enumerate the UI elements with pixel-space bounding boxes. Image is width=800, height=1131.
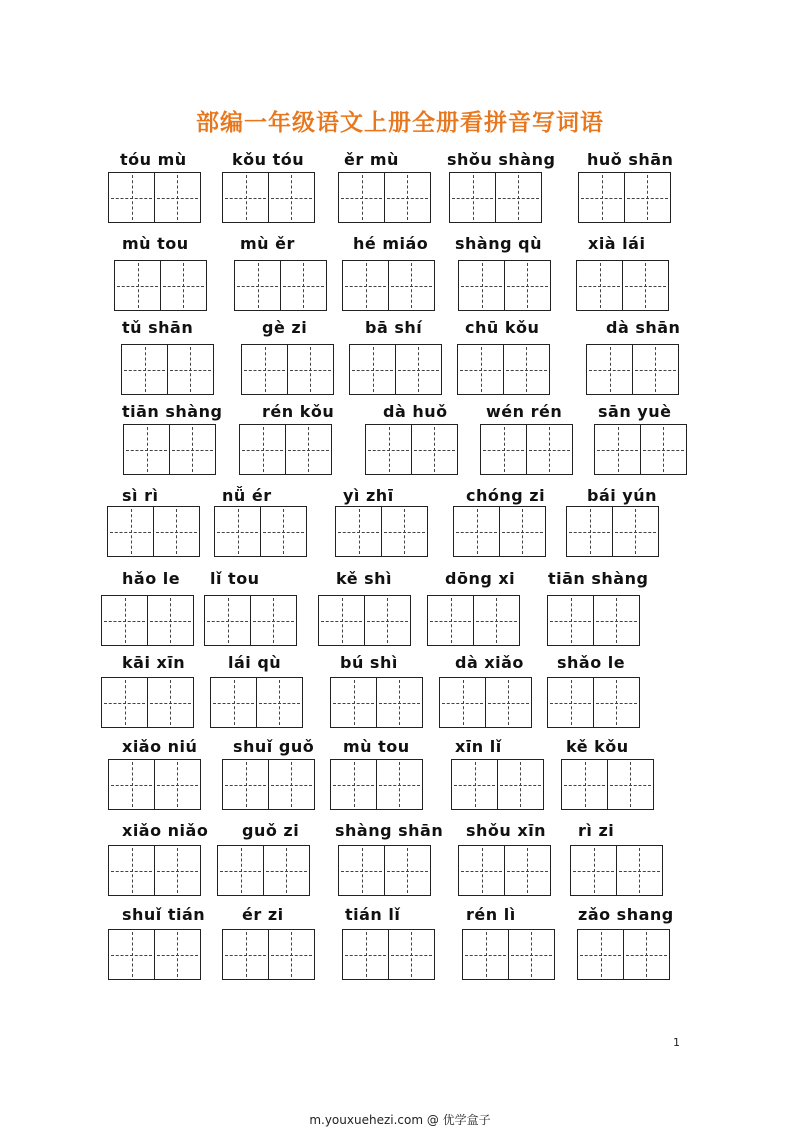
tianzige-box[interactable] [154, 845, 201, 896]
tianzige-box[interactable] [222, 759, 269, 810]
tianzige-box[interactable] [154, 172, 201, 223]
pinyin-label: shǒu xīn [466, 821, 547, 840]
tianzige-box[interactable] [504, 260, 551, 311]
writing-boxes [222, 759, 315, 810]
tianzige-box[interactable] [508, 929, 555, 980]
tianzige-box[interactable] [462, 929, 509, 980]
tianzige-box[interactable] [577, 929, 624, 980]
writing-boxes [214, 506, 307, 557]
pinyin-label: mù tou [122, 234, 189, 253]
pinyin-label: kǒu tóu [232, 150, 305, 169]
writing-boxes [239, 424, 332, 475]
tianzige-box[interactable] [108, 759, 155, 810]
writing-boxes [576, 260, 669, 311]
tianzige-box[interactable] [222, 929, 269, 980]
pinyin-label: mù tou [343, 737, 410, 756]
tianzige-box[interactable] [154, 759, 201, 810]
tianzige-box[interactable] [480, 424, 527, 475]
pinyin-label: shàng qù [455, 234, 542, 253]
tianzige-box[interactable] [250, 595, 297, 646]
tianzige-box[interactable] [547, 677, 594, 728]
tianzige-box[interactable] [640, 424, 687, 475]
writing-boxes [577, 929, 670, 980]
tianzige-box[interactable] [570, 845, 617, 896]
tianzige-box[interactable] [169, 424, 216, 475]
tianzige-box[interactable] [384, 845, 431, 896]
tianzige-box[interactable] [280, 260, 327, 311]
tianzige-box[interactable] [263, 845, 310, 896]
tianzige-box[interactable] [108, 172, 155, 223]
writing-boxes [108, 845, 201, 896]
tianzige-box[interactable] [458, 260, 505, 311]
writing-boxes [594, 424, 687, 475]
tianzige-box[interactable] [503, 344, 550, 395]
tianzige-box[interactable] [256, 677, 303, 728]
tianzige-box[interactable] [153, 506, 200, 557]
tianzige-box[interactable] [214, 506, 261, 557]
writing-boxes [108, 929, 201, 980]
tianzige-box[interactable] [154, 929, 201, 980]
tianzige-box[interactable] [449, 172, 496, 223]
tianzige-box[interactable] [204, 595, 251, 646]
tianzige-box[interactable] [499, 506, 546, 557]
tianzige-box[interactable] [210, 677, 257, 728]
tianzige-box[interactable] [108, 929, 155, 980]
tianzige-box[interactable] [388, 929, 435, 980]
tianzige-box[interactable] [107, 506, 154, 557]
tianzige-box[interactable] [439, 677, 486, 728]
pinyin-label: rì zi [578, 821, 615, 840]
pinyin-label: bā shí [365, 318, 423, 337]
pinyin-label: guǒ zi [242, 821, 300, 840]
writing-boxes [121, 344, 214, 395]
pinyin-label: kě kǒu [566, 737, 629, 756]
writing-boxes [449, 172, 542, 223]
tianzige-box[interactable] [457, 344, 504, 395]
pinyin-label: ěr mù [344, 150, 399, 169]
footer-watermark: m.youxuehezi.com @ 优学盒子 [309, 1113, 491, 1127]
tianzige-box[interactable] [268, 929, 315, 980]
pinyin-label: shàng shān [335, 821, 444, 840]
tianzige-box[interactable] [384, 172, 431, 223]
writing-boxes [234, 260, 327, 311]
pinyin-label: chóng zi [466, 486, 546, 505]
tianzige-box[interactable] [623, 929, 670, 980]
writing-boxes [427, 595, 520, 646]
tianzige-box[interactable] [594, 424, 641, 475]
tianzige-box[interactable] [411, 424, 458, 475]
pinyin-label: xiǎo niǎo [122, 821, 209, 840]
writing-boxes [114, 260, 207, 311]
tianzige-box[interactable] [101, 595, 148, 646]
tianzige-box[interactable] [576, 260, 623, 311]
tianzige-box[interactable] [338, 845, 385, 896]
writing-boxes [335, 506, 428, 557]
pinyin-label: nǚ ér [222, 486, 272, 505]
writing-boxes [330, 759, 423, 810]
tianzige-box[interactable] [121, 344, 168, 395]
tianzige-box[interactable] [123, 424, 170, 475]
pinyin-label: shǒu shàng [447, 150, 556, 169]
pinyin-label: wén rén [486, 402, 563, 421]
tianzige-box[interactable] [593, 677, 640, 728]
pinyin-label: sì rì [122, 486, 159, 505]
writing-boxes [453, 506, 546, 557]
writing-boxes [222, 172, 315, 223]
tianzige-box[interactable] [376, 677, 423, 728]
writing-boxes [570, 845, 663, 896]
writing-boxes [217, 845, 310, 896]
pinyin-label: hǎo le [122, 569, 181, 588]
writing-boxes [338, 845, 431, 896]
tianzige-box[interactable] [451, 759, 498, 810]
writing-boxes [210, 677, 303, 728]
tianzige-box[interactable] [330, 759, 377, 810]
pinyin-label: lái qù [228, 653, 282, 672]
writing-boxes [222, 929, 315, 980]
tianzige-box[interactable] [330, 677, 377, 728]
writing-boxes [318, 595, 411, 646]
tianzige-box[interactable] [458, 845, 505, 896]
tianzige-box[interactable] [504, 845, 551, 896]
tianzige-box[interactable] [147, 677, 194, 728]
pinyin-label: sān yuè [598, 402, 672, 421]
pinyin-label: tǔ shān [122, 318, 194, 337]
tianzige-box[interactable] [147, 595, 194, 646]
tianzige-box[interactable] [239, 424, 286, 475]
pinyin-label: dà shān [606, 318, 681, 337]
pinyin-label: ér zi [242, 905, 284, 924]
writing-boxes [566, 506, 659, 557]
writing-boxes [108, 759, 201, 810]
tianzige-box[interactable] [241, 344, 288, 395]
writing-boxes [586, 344, 679, 395]
pinyin-label: xīn lǐ [455, 737, 502, 756]
pinyin-label: bú shì [340, 653, 398, 672]
tianzige-box[interactable] [268, 172, 315, 223]
pinyin-label: kāi xīn [122, 653, 186, 672]
writing-boxes [547, 595, 640, 646]
tianzige-box[interactable] [268, 759, 315, 810]
tianzige-box[interactable] [622, 260, 669, 311]
tianzige-box[interactable] [612, 506, 659, 557]
tianzige-box[interactable] [342, 260, 389, 311]
pinyin-label: dà huǒ [383, 402, 448, 421]
writing-boxes [439, 677, 532, 728]
writing-boxes [561, 759, 654, 810]
pinyin-label: xiǎo niú [122, 737, 198, 756]
pinyin-label: mù ěr [240, 234, 295, 253]
writing-boxes [451, 759, 544, 810]
writing-boxes [342, 929, 435, 980]
pinyin-label: dà xiǎo [455, 653, 524, 672]
writing-boxes [462, 929, 555, 980]
tianzige-box[interactable] [485, 677, 532, 728]
tianzige-box[interactable] [427, 595, 474, 646]
page-title: 部编一年级语文上册全册看拼音写词语 [196, 110, 604, 136]
tianzige-box[interactable] [497, 759, 544, 810]
tianzige-box[interactable] [285, 424, 332, 475]
pinyin-label: kě shì [336, 569, 393, 588]
tianzige-box[interactable] [395, 344, 442, 395]
pinyin-label: rén lì [466, 905, 516, 924]
writing-boxes [204, 595, 297, 646]
writing-boxes [342, 260, 435, 311]
tianzige-box[interactable] [222, 172, 269, 223]
pinyin-label: chū kǒu [465, 318, 540, 337]
tianzige-box[interactable] [114, 260, 161, 311]
tianzige-box[interactable] [364, 595, 411, 646]
pinyin-label: tiān shàng [122, 402, 223, 421]
tianzige-box[interactable] [287, 344, 334, 395]
pinyin-label: gè zi [262, 318, 308, 337]
pinyin-label: zǎo shang [578, 905, 674, 924]
writing-boxes [101, 677, 194, 728]
writing-boxes [123, 424, 216, 475]
tianzige-box[interactable] [632, 344, 679, 395]
tianzige-box[interactable] [335, 506, 382, 557]
tianzige-box[interactable] [260, 506, 307, 557]
writing-boxes [108, 172, 201, 223]
tianzige-box[interactable] [616, 845, 663, 896]
writing-boxes [457, 344, 550, 395]
tianzige-box[interactable] [561, 759, 608, 810]
writing-boxes [458, 845, 551, 896]
pinyin-label: yì zhī [343, 486, 394, 505]
tianzige-box[interactable] [167, 344, 214, 395]
writing-boxes [330, 677, 423, 728]
writing-boxes [480, 424, 573, 475]
pinyin-label: shuǐ tián [122, 905, 206, 924]
pinyin-label: hé miáo [353, 234, 429, 253]
tianzige-box[interactable] [578, 172, 625, 223]
tianzige-box[interactable] [318, 595, 365, 646]
pinyin-label: bái yún [587, 486, 658, 505]
tianzige-box[interactable] [217, 845, 264, 896]
pinyin-label: rén kǒu [262, 402, 335, 421]
writing-boxes [458, 260, 551, 311]
page-number: 1 [673, 1036, 680, 1049]
tianzige-box[interactable] [586, 344, 633, 395]
pinyin-label: tiān shàng [548, 569, 649, 588]
tianzige-box[interactable] [624, 172, 671, 223]
tianzige-box[interactable] [160, 260, 207, 311]
tianzige-box[interactable] [342, 929, 389, 980]
writing-boxes [338, 172, 431, 223]
tianzige-box[interactable] [234, 260, 281, 311]
tianzige-box[interactable] [388, 260, 435, 311]
tianzige-box[interactable] [376, 759, 423, 810]
writing-boxes [365, 424, 458, 475]
tianzige-box[interactable] [593, 595, 640, 646]
writing-boxes [107, 506, 200, 557]
writing-boxes [101, 595, 194, 646]
pinyin-label: tóu mù [120, 150, 187, 169]
tianzige-box[interactable] [338, 172, 385, 223]
writing-boxes [547, 677, 640, 728]
tianzige-box[interactable] [526, 424, 573, 475]
pinyin-label: lǐ tou [210, 569, 260, 588]
pinyin-label: shuǐ guǒ [233, 737, 315, 756]
tianzige-box[interactable] [495, 172, 542, 223]
pinyin-label: huǒ shān [587, 150, 674, 169]
tianzige-box[interactable] [108, 845, 155, 896]
tianzige-box[interactable] [607, 759, 654, 810]
tianzige-box[interactable] [365, 424, 412, 475]
tianzige-box[interactable] [453, 506, 500, 557]
pinyin-label: dōng xi [445, 569, 516, 588]
writing-boxes [241, 344, 334, 395]
writing-boxes [578, 172, 671, 223]
tianzige-box[interactable] [101, 677, 148, 728]
tianzige-box[interactable] [566, 506, 613, 557]
tianzige-box[interactable] [473, 595, 520, 646]
pinyin-label: shǎo le [557, 653, 626, 672]
writing-boxes [349, 344, 442, 395]
tianzige-box[interactable] [381, 506, 428, 557]
pinyin-label: xià lái [588, 234, 646, 253]
tianzige-box[interactable] [349, 344, 396, 395]
pinyin-label: tián lǐ [345, 905, 401, 924]
tianzige-box[interactable] [547, 595, 594, 646]
